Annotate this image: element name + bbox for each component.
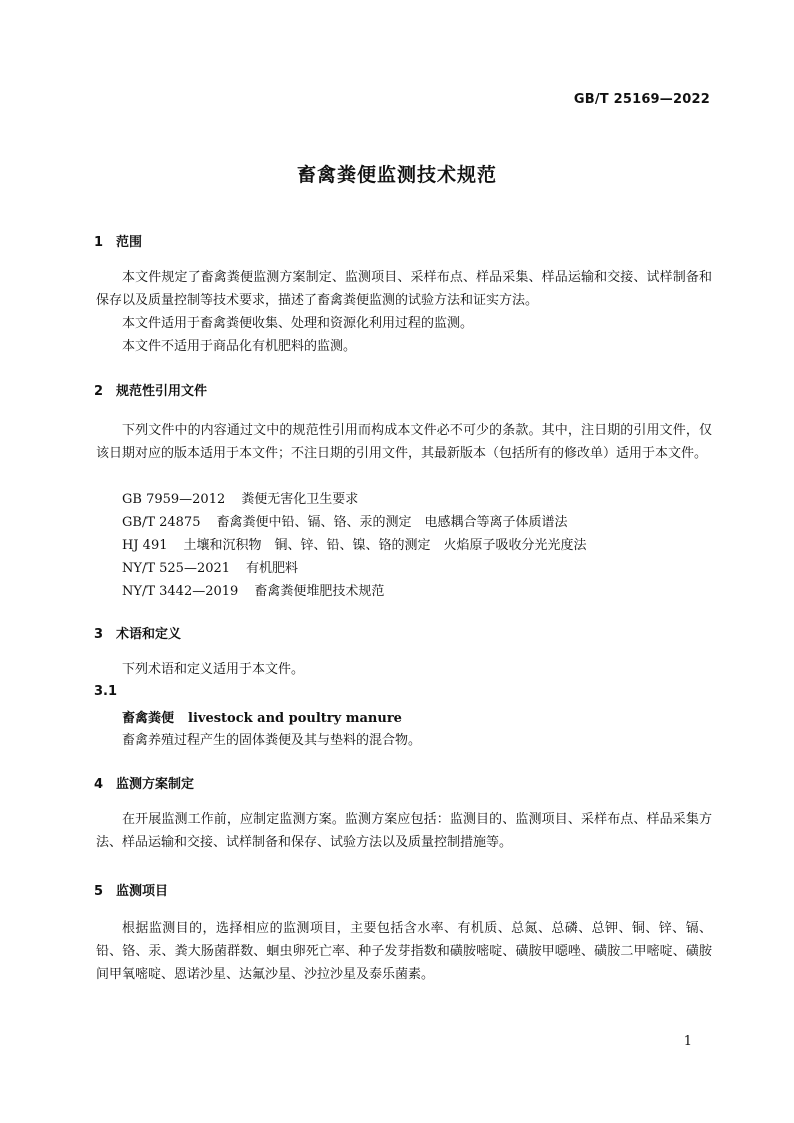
reference-name: 畜禽粪便中铅、镉、铬、汞的测定 电感耦合等离子体质谱法 bbox=[216, 515, 568, 530]
reference-name: 畜禽粪便堆肥技术规范 bbox=[254, 584, 385, 599]
scope-paragraph-1: 本文件规定了畜禽粪便监测方案制定、监测项目、采样布点、样品采集、样品运输和交接、试样制备和保存以及质量控制等技术要求，描述了畜禽粪便监测的试验方法和证实方法。 bbox=[96, 270, 712, 308]
section-title: 范围 bbox=[116, 235, 143, 250]
reference-item bbox=[122, 534, 587, 553]
reference-code: GB/T 24875 bbox=[122, 515, 201, 530]
reference-item bbox=[122, 488, 358, 507]
section-title: 监测方案制定 bbox=[116, 777, 195, 792]
term-entry bbox=[122, 707, 402, 726]
section-4-heading bbox=[94, 773, 194, 792]
references-intro: 下列文件中的内容通过文中的规范性引用而构成本文件必不可少的条款。其中，注日期的引用文件，仅该日期对应的版本适用于本文件；不注日期的引用文件，其最新版本（包括所有的修改单）适用于本文件。 bbox=[96, 423, 712, 461]
plan-paragraph: 在开展监测工作前，应制定监测方案。监测方案应包括：监测目的、监测项目、采样布点、样品采集方法、样品运输和交接、试样制备和保存、试验方法以及质量控制措施等。 bbox=[96, 812, 712, 850]
section-number: 1 bbox=[94, 235, 104, 250]
section-5-heading bbox=[94, 880, 168, 899]
term-english: livestock and poultry manure bbox=[188, 711, 402, 726]
reference-name: 粪便无害化卫生要求 bbox=[241, 492, 359, 507]
document-title: 畜禽粪便监测技术规范 bbox=[296, 164, 497, 186]
section-3-heading bbox=[94, 623, 181, 642]
section-number: 2 bbox=[94, 384, 104, 399]
section-title: 监测项目 bbox=[116, 884, 169, 899]
section-number: 3 bbox=[94, 627, 104, 642]
scope-paragraph-3: 本文件不适用于商品化有机肥料的监测。 bbox=[122, 339, 357, 354]
reference-item bbox=[122, 580, 384, 599]
reference-name: 有机肥料 bbox=[246, 561, 299, 576]
scope-paragraph-2: 本文件适用于畜禽粪便收集、处理和资源化利用过程的监测。 bbox=[122, 316, 474, 331]
reference-item bbox=[122, 511, 568, 530]
section-1-heading bbox=[94, 231, 142, 250]
reference-code: NY/T 525—2021 bbox=[122, 561, 231, 576]
section-number: 4 bbox=[94, 777, 104, 792]
term-chinese: 畜禽粪便 bbox=[122, 711, 175, 726]
reference-code: HJ 491 bbox=[122, 538, 168, 553]
section-number: 5 bbox=[94, 884, 104, 899]
page-number: 1 bbox=[683, 1034, 692, 1049]
reference-code: NY/T 3442—2019 bbox=[122, 584, 239, 599]
section-title: 术语和定义 bbox=[116, 627, 182, 642]
reference-code: GB 7959—2012 bbox=[122, 492, 226, 507]
reference-name: 土壤和沉积物 铜、锌、铅、镍、铬的测定 火焰原子吸收分光光度法 bbox=[183, 538, 587, 553]
term-number: 3.1 bbox=[94, 684, 118, 699]
reference-item bbox=[122, 557, 298, 576]
section-title: 规范性引用文件 bbox=[116, 384, 208, 399]
section-2-heading bbox=[94, 380, 207, 399]
standard-code: GB/T 25169—2022 bbox=[573, 92, 710, 107]
items-paragraph: 根据监测目的，选择相应的监测项目，主要包括含水率、有机质、总氮、总磷、总钾、铜、锌、镉、铅、铬、汞、粪大肠菌群数、蛔虫卵死亡率、种子发芽指数和磺胺嘧啶、磺胺甲噁唑、磺胺二甲嘧啶、磺胺间甲氧嘧啶、恩诺沙星、达氟沙星、沙拉沙星及泰乐菌素。 bbox=[96, 921, 712, 982]
terms-intro: 下列术语和定义适用于本文件。 bbox=[122, 662, 305, 677]
term-definition: 畜禽养殖过程产生的固体粪便及其与垫料的混合物。 bbox=[122, 733, 422, 748]
